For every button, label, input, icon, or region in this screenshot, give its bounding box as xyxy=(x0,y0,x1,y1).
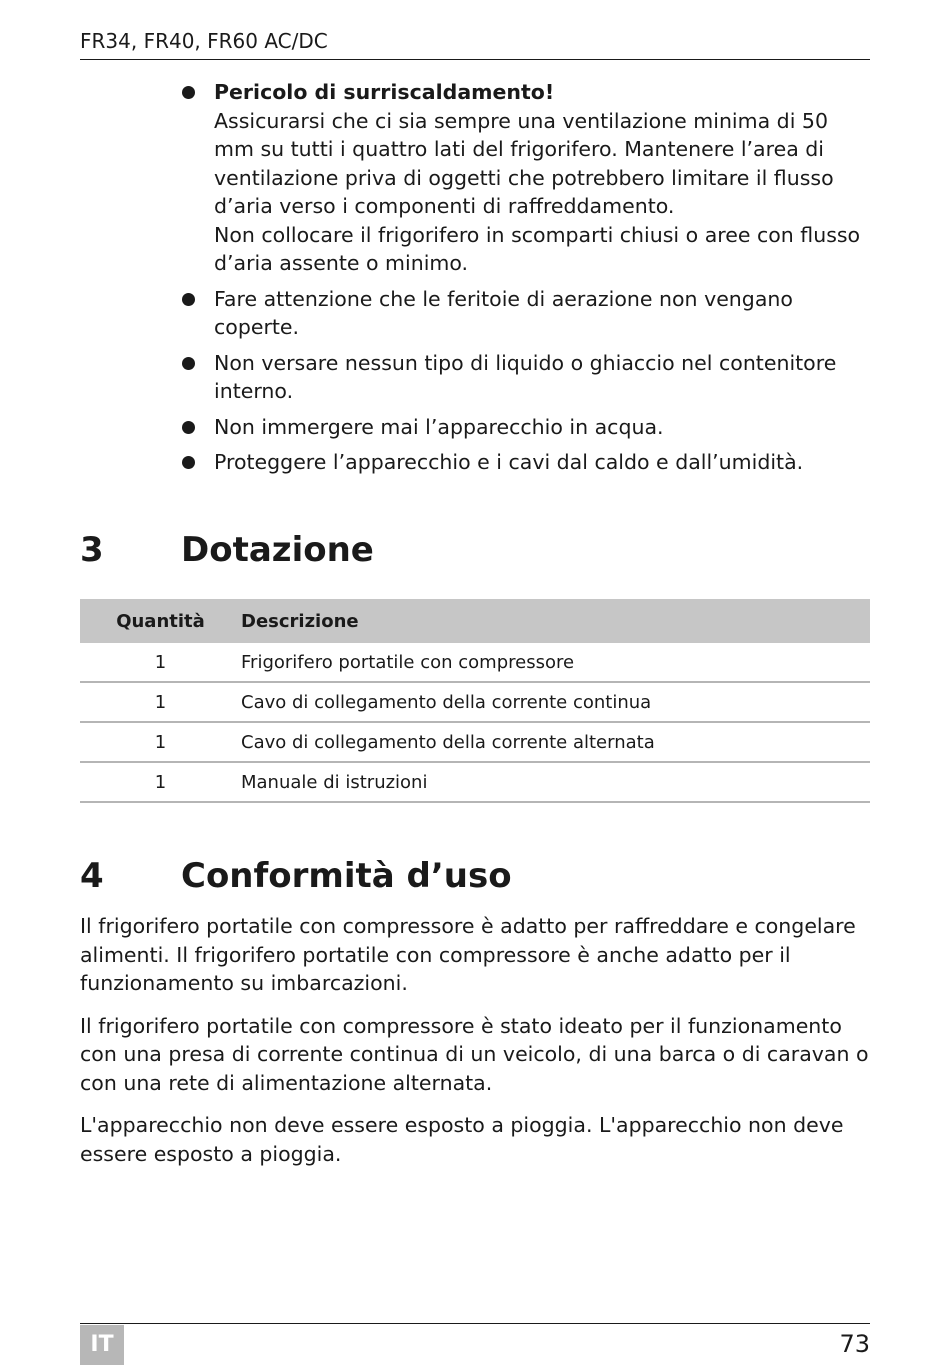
page-number: 73 xyxy=(839,1330,870,1358)
list-item xyxy=(180,78,870,278)
quantity-cell: 1 xyxy=(80,643,241,682)
list-item xyxy=(180,349,870,406)
section-number: 3 xyxy=(80,530,104,570)
quantity-cell: 1 xyxy=(80,722,241,762)
table-row xyxy=(80,643,870,682)
table-header-row xyxy=(80,599,870,643)
list-item-text: Non versare nessun tipo di liquido o ghiaccio nel contenitore interno. xyxy=(214,350,837,403)
bullet-icon xyxy=(182,86,195,99)
quantity-cell: 1 xyxy=(80,682,241,722)
column-header-quantity: Quantità xyxy=(80,599,241,643)
language-badge: IT xyxy=(80,1325,124,1365)
description-cell: Cavo di collegamento della corrente alternata xyxy=(241,722,870,762)
section-title: Dotazione xyxy=(181,530,374,570)
bullet-icon xyxy=(182,456,195,469)
section-4-body xyxy=(80,912,870,1182)
section-4-heading xyxy=(80,856,512,896)
section-title: Conformità d’uso xyxy=(181,856,512,896)
paragraph: L'apparecchio non deve essere esposto a pioggia. L'apparecchio non deve essere esposto a pioggia. xyxy=(80,1113,844,1166)
warning-text: Assicurarsi che ci sia sempre una ventilazione minima di 50 mm su tutti i quattro lati del frigorifero. Mantenere l’area di ventilazione priva di oggetti che potrebbero limitare il flusso d’aria verso i componenti di raffreddamento. xyxy=(214,108,834,218)
contents-table xyxy=(80,599,870,803)
warning-heading: Pericolo di surriscaldamento! xyxy=(214,80,555,104)
list-item-text: Fare attenzione che le feritoie di aerazione non vengano coperte. xyxy=(214,286,793,339)
footer-divider xyxy=(80,1323,870,1324)
column-header-description: Descrizione xyxy=(241,599,870,643)
warning-list xyxy=(180,78,870,484)
running-header: FR34, FR40, FR60 AC/DC xyxy=(80,28,870,60)
bullet-icon xyxy=(182,421,195,434)
list-item-text: Non immergere mai l’apparecchio in acqua. xyxy=(214,414,664,439)
description-cell: Frigorifero portatile con compressore xyxy=(241,643,870,682)
bullet-icon xyxy=(182,293,195,306)
section-number: 4 xyxy=(80,856,104,896)
paragraph: Il frigorifero portatile con compressore è adatto per raffreddare e congelare alimenti. Il frigorifero portatile con compressore è anche adatto per il funzionamento su imbarcazioni. xyxy=(80,914,856,995)
description-cell: Manuale di istruzioni xyxy=(241,762,870,802)
list-item xyxy=(180,413,870,442)
warning-text: Non collocare il frigorifero in scomparti chiusi o aree con flusso d’aria assente o minimo. xyxy=(214,222,861,275)
list-item-text: Proteggere l’apparecchio e i cavi dal caldo e dall’umidità. xyxy=(214,450,804,474)
list-item xyxy=(180,448,870,477)
table-row xyxy=(80,682,870,722)
list-item xyxy=(180,285,870,342)
bullet-icon xyxy=(182,357,195,370)
paragraph: Il frigorifero portatile con compressore è stato ideato per il funzionamento con una presa di corrente continua di un veicolo, di una barca o di caravan o con una rete di alimentazione alternata. xyxy=(80,1013,869,1095)
table-row xyxy=(80,762,870,802)
table-row xyxy=(80,722,870,762)
description-cell: Cavo di collegamento della corrente continua xyxy=(241,682,870,722)
quantity-cell: 1 xyxy=(80,762,241,802)
section-3-heading xyxy=(80,530,374,570)
